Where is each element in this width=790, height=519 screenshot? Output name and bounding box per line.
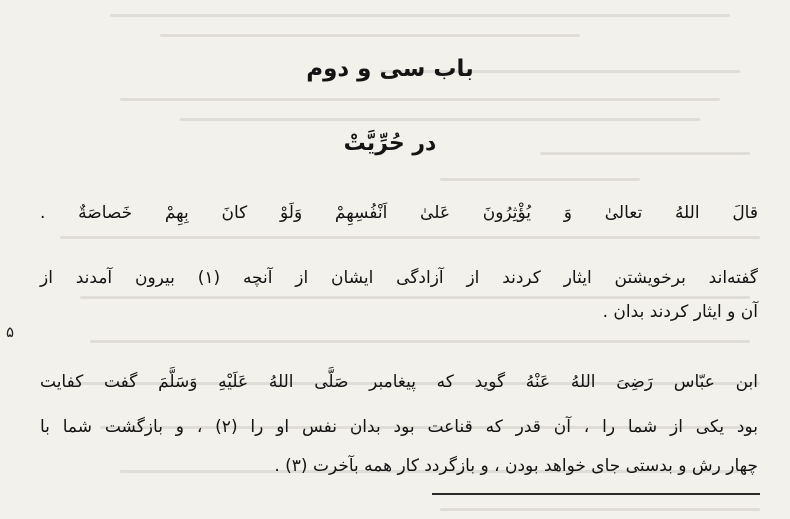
footnote-divider — [432, 493, 760, 495]
paragraph-1-line-3: آن و ایثار کردند بدان . — [602, 302, 758, 322]
paragraph-2-line-1: ابن عبّاس رَضِیَ اللهُ عَنْهُ گوید که پیغامبر صَلَّی اللهُ عَلَیْهِ وَسَلَّمَ گفت کفایت — [40, 372, 758, 392]
margin-line-number: ۵ — [6, 323, 15, 341]
paragraph-1-line-1: قالَ اللهُ تعالیٰ وَ یُؤْثِرُونَ عَلیٰ اَنْفُسِهِمْ وَلَوْ کانَ بِهِمْ خَصاصَةٌ . — [40, 203, 758, 223]
paragraph-2-line-3: چهار رش و بدستی جای خواهد بودن ، و بازگردد کار همه بآخرت (۳) . — [274, 456, 758, 476]
paragraph-2-line-2: بود یکی از شما را ، آن قدر که قناعت بود بدان نفس او را (۲) ، و بازگشت شما با — [40, 417, 758, 437]
paragraph-1-line-2: گفته‌اند برخویشتن ایثار کردند از آزادگی ایشان از آنچه (۱) بیرون آمدند از — [40, 268, 758, 288]
section-title: در حُرِّیَّتْ — [343, 131, 437, 156]
chapter-title: باب سی و دوم — [306, 56, 474, 82]
